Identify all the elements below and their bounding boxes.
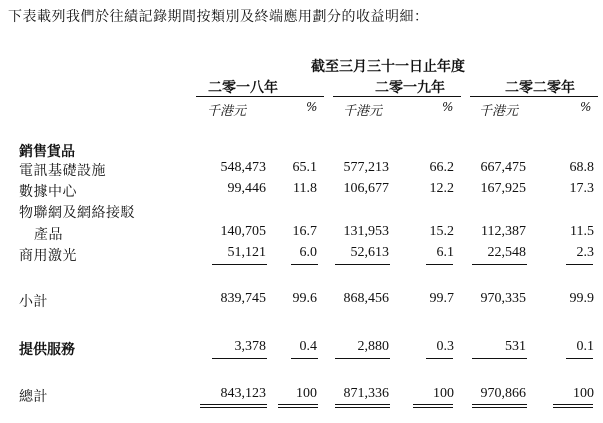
rule-laser-2018-pct	[291, 264, 318, 265]
cell-total-2019-pct: 100	[433, 386, 454, 401]
row-label-total: 總計	[19, 389, 48, 405]
cell-telecom-2019-pct: 66.2	[429, 160, 454, 175]
rule-laser-2019-pct	[426, 264, 453, 265]
cell-iot-2020-amount: 112,387	[481, 224, 526, 239]
cell-subtotal-2018-pct: 99.6	[292, 291, 317, 306]
cell-total-2020-pct: 100	[573, 386, 594, 401]
cell-subtotal-2019-pct: 99.7	[429, 291, 454, 306]
row-label-iot-products: 產品	[34, 227, 63, 243]
cell-iot-2018-pct: 16.7	[292, 224, 317, 239]
row-label-telecom: 電訊基礎設施	[19, 163, 106, 179]
cell-subtotal-2019-amount: 868,456	[343, 291, 389, 306]
unit-header-2018: 千港元	[207, 104, 247, 119]
cell-telecom-2019-amount: 577,213	[343, 160, 389, 175]
cell-services-2018-amount: 3,378	[234, 339, 266, 354]
rule-laser-2018-amount	[212, 264, 267, 265]
year-underline-2018	[196, 96, 324, 97]
year-underline-2020	[470, 96, 598, 97]
intro-text: 下表載列我們於往績記錄期間按類別及終端應用劃分的收益明細：	[8, 9, 429, 25]
period-header: 截至三月三十一日止年度	[311, 59, 465, 75]
cell-datacentre-2019-pct: 12.2	[429, 181, 454, 196]
cell-datacentre-2020-pct: 17.3	[569, 181, 594, 196]
unit-header-2019: 千港元	[343, 104, 383, 119]
row-label-data-centre: 數據中心	[19, 184, 77, 200]
double-rule-total-2018-amount	[200, 404, 267, 408]
rule-laser-2020-amount	[472, 264, 527, 265]
cell-datacentre-2020-amount: 167,925	[480, 181, 526, 196]
cell-services-2020-pct: 0.1	[576, 339, 594, 354]
double-rule-total-2019-pct	[413, 404, 453, 408]
cell-iot-2019-pct: 15.2	[429, 224, 454, 239]
year-underline-2019	[333, 96, 461, 97]
cell-iot-2020-pct: 11.5	[570, 224, 594, 239]
year-header-2018: 二零一八年	[208, 80, 278, 96]
row-label-iot: 物聯網及網絡接駁	[19, 205, 135, 221]
cell-telecom-2020-amount: 667,475	[480, 160, 526, 175]
cell-subtotal-2020-amount: 970,335	[480, 291, 526, 306]
year-header-2020: 二零二零年	[505, 80, 575, 96]
cell-telecom-2018-amount: 548,473	[220, 160, 266, 175]
pct-header-2019: %	[442, 100, 454, 114]
cell-subtotal-2018-amount: 839,745	[220, 291, 266, 306]
rule-services-2019-pct	[426, 358, 453, 359]
rule-services-2019-amount	[335, 358, 390, 359]
double-rule-total-2020-pct	[553, 404, 593, 408]
cell-datacentre-2018-amount: 99,446	[227, 181, 266, 196]
rule-services-2018-amount	[212, 358, 267, 359]
rule-services-2020-pct	[566, 358, 593, 359]
row-label-commercial-laser: 商用激光	[19, 248, 77, 264]
cell-services-2018-pct: 0.4	[299, 339, 317, 354]
cell-subtotal-2020-pct: 99.9	[569, 291, 594, 306]
pct-header-2020: %	[580, 100, 592, 114]
cell-laser-2020-amount: 22,548	[487, 245, 526, 260]
cell-telecom-2018-pct: 65.1	[292, 160, 317, 175]
cell-total-2018-amount: 843,123	[220, 386, 266, 401]
cell-total-2020-amount: 970,866	[480, 386, 526, 401]
pct-header-2018: %	[306, 100, 318, 114]
double-rule-total-2020-amount	[472, 404, 527, 408]
cell-iot-2018-amount: 140,705	[220, 224, 266, 239]
rule-services-2018-pct	[291, 358, 318, 359]
cell-datacentre-2019-amount: 106,677	[343, 181, 389, 196]
double-rule-total-2018-pct	[278, 404, 318, 408]
year-header-2019: 二零一九年	[375, 80, 445, 96]
cell-laser-2018-amount: 51,121	[227, 245, 266, 260]
double-rule-total-2019-amount	[335, 404, 390, 408]
rule-services-2020-amount	[472, 358, 527, 359]
cell-services-2019-amount: 2,880	[357, 339, 389, 354]
cell-datacentre-2018-pct: 11.8	[293, 181, 317, 196]
cell-laser-2020-pct: 2.3	[576, 245, 594, 260]
cell-laser-2019-pct: 6.1	[436, 245, 454, 260]
section-provision-of-services: 提供服務	[19, 342, 75, 358]
cell-total-2018-pct: 100	[296, 386, 317, 401]
row-label-subtotal: 小計	[19, 294, 48, 310]
cell-laser-2019-amount: 52,613	[350, 245, 389, 260]
cell-telecom-2020-pct: 68.8	[569, 160, 594, 175]
cell-iot-2019-amount: 131,953	[343, 224, 389, 239]
cell-laser-2018-pct: 6.0	[299, 245, 317, 260]
section-sale-of-goods: 銷售貨品	[19, 144, 75, 160]
unit-header-2020: 千港元	[479, 104, 519, 119]
cell-total-2019-amount: 871,336	[343, 386, 389, 401]
rule-laser-2019-amount	[335, 264, 390, 265]
cell-services-2020-amount: 531	[505, 339, 526, 354]
cell-services-2019-pct: 0.3	[436, 339, 454, 354]
rule-laser-2020-pct	[566, 264, 593, 265]
